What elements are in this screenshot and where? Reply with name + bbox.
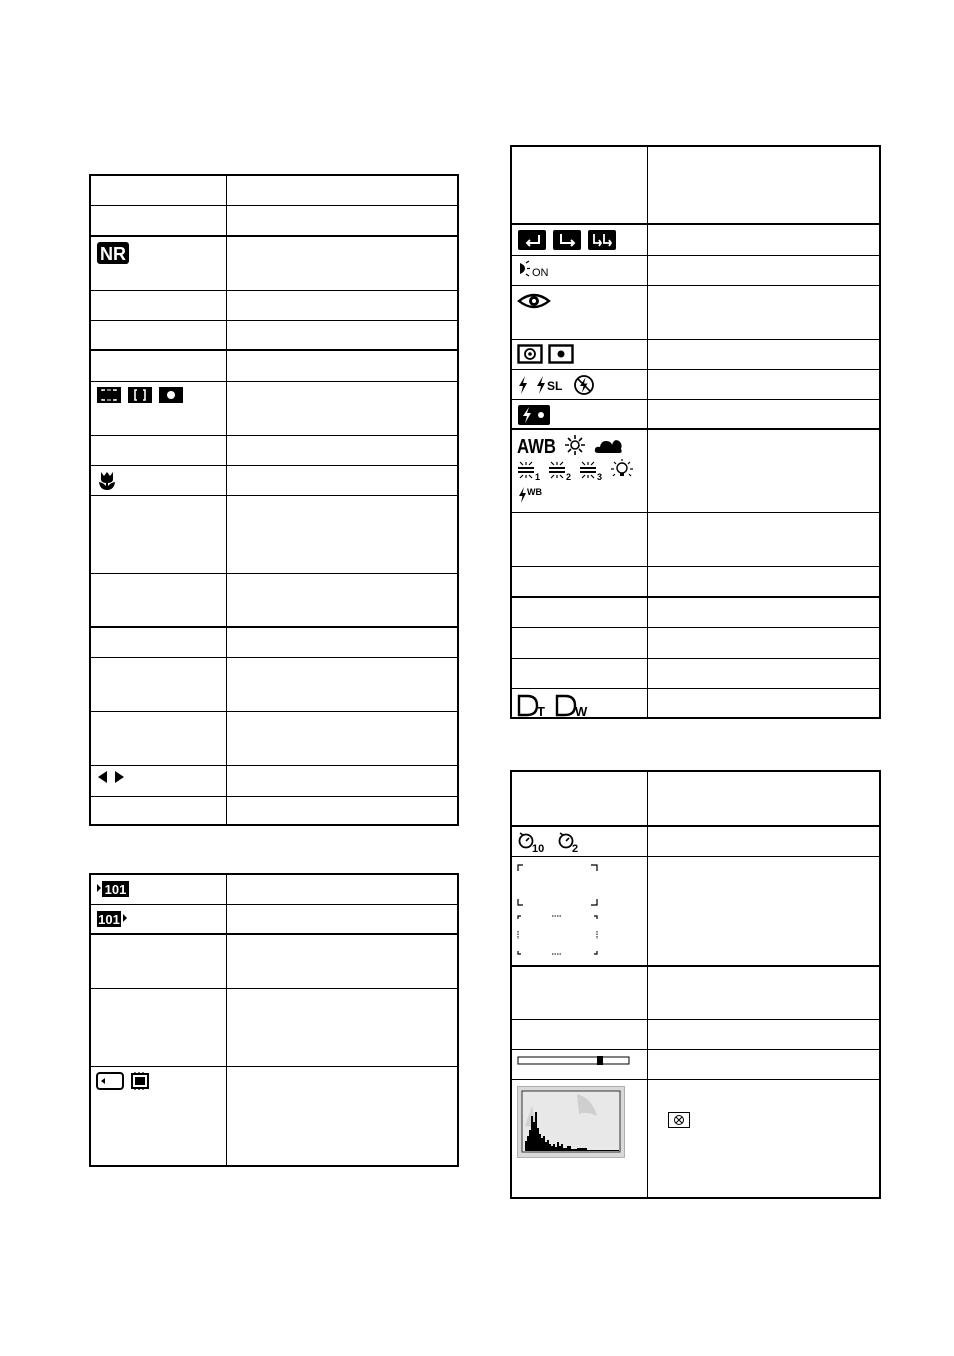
cell	[226, 495, 458, 573]
right-indicator-table-2	[510, 770, 881, 1199]
flash-wb-label: WB	[527, 487, 542, 497]
cell	[647, 146, 880, 224]
cell	[226, 573, 458, 627]
center-af-icon	[127, 386, 153, 404]
cell	[226, 350, 458, 381]
cell	[647, 597, 880, 627]
left-right-arrows-icon	[96, 770, 126, 784]
cell	[226, 236, 458, 290]
cell-arrows	[90, 765, 226, 796]
macro-tulip-icon	[96, 470, 118, 492]
cell	[511, 1020, 647, 1050]
slow-sync-label: SL	[547, 378, 563, 393]
cell	[90, 495, 226, 573]
fluorescent-2-icon	[548, 459, 574, 481]
cell	[90, 350, 226, 381]
slow-sync-flash-icon	[535, 375, 567, 395]
cell	[90, 988, 226, 1066]
cell	[226, 1066, 458, 1166]
memory-stick-icon	[96, 1071, 124, 1091]
multi-point-af-icon	[96, 386, 122, 404]
cell	[226, 904, 458, 934]
folder-prev-icon	[96, 879, 130, 899]
cell	[647, 1020, 880, 1050]
self-timer-10-icon	[517, 831, 551, 853]
fluorescent-3-icon	[579, 459, 605, 481]
fluorescent-1-label: 1	[535, 472, 541, 482]
cell	[226, 320, 458, 350]
center-weighted-metering-icon	[517, 344, 543, 364]
cell-flash-charge	[511, 399, 647, 429]
cell-exposure-bar	[511, 1050, 647, 1080]
cell	[647, 369, 880, 399]
incandescent-icon	[610, 458, 634, 482]
cell	[511, 512, 647, 566]
fluorescent-3-label: 3	[597, 472, 603, 482]
cell	[226, 934, 458, 988]
cell-metering	[511, 339, 647, 369]
cell	[90, 711, 226, 765]
cell	[226, 988, 458, 1066]
cell	[90, 320, 226, 350]
cell	[511, 627, 647, 658]
cell-noise-reduction	[90, 236, 226, 290]
red-eye-reduction-icon	[517, 290, 551, 312]
cell	[647, 966, 880, 1020]
awb-label: AWB	[517, 436, 556, 458]
cell-white-balance	[511, 429, 647, 512]
cell	[226, 627, 458, 657]
cell-media	[90, 1066, 226, 1166]
cell	[90, 205, 226, 236]
folder-next-icon	[96, 909, 130, 929]
self-timer-2-label: 2	[572, 843, 579, 855]
dro-w-label: W	[575, 703, 588, 719]
self-timer-10-label: 10	[532, 843, 545, 855]
cell	[226, 711, 458, 765]
cell	[647, 1050, 880, 1080]
exposure-scale-bar-icon	[517, 1054, 631, 1068]
self-timer-2-icon	[557, 831, 585, 853]
flash-white-balance-icon	[517, 484, 543, 504]
cell	[647, 771, 880, 826]
dro-t-label: T	[537, 703, 545, 719]
cancel-button-icon	[668, 1112, 690, 1128]
daylight-icon	[564, 434, 586, 456]
cell	[647, 285, 880, 339]
cell	[226, 874, 458, 904]
cell	[647, 658, 880, 688]
noise-reduction-icon	[96, 241, 130, 265]
cell	[647, 688, 880, 718]
cell-dro	[511, 688, 647, 718]
cell-af-illuminator	[511, 255, 647, 285]
cell	[90, 796, 226, 825]
multi-burst-icon	[587, 229, 617, 251]
cell	[511, 966, 647, 1020]
burst-mode-icon	[552, 229, 582, 251]
histogram-preview-icon	[517, 1086, 625, 1158]
cell	[647, 399, 880, 429]
left-indicator-table-2	[89, 873, 459, 1167]
flash-charging-icon	[517, 404, 551, 426]
cell-flash-mode	[511, 369, 647, 399]
spot-af-icon	[158, 386, 184, 404]
dro-telephoto-icon	[517, 693, 549, 717]
cell	[647, 826, 880, 856]
cell-histogram	[511, 1080, 647, 1198]
cell-recording-mode	[511, 224, 647, 255]
cell	[511, 146, 647, 224]
cell	[226, 465, 458, 495]
cell-macro	[90, 465, 226, 495]
cell	[90, 435, 226, 465]
cell	[511, 771, 647, 826]
cell-folder-prev	[90, 874, 226, 904]
cell	[226, 765, 458, 796]
cell	[647, 224, 880, 255]
cell	[647, 627, 880, 658]
cell	[226, 205, 458, 236]
cell	[90, 175, 226, 205]
normal-mode-icon	[517, 229, 547, 251]
cell	[226, 175, 458, 205]
right-indicator-table-1	[510, 145, 881, 719]
cell-red-eye	[511, 285, 647, 339]
cell	[511, 658, 647, 688]
af-illuminator-icon	[517, 260, 531, 280]
cloudy-icon	[593, 435, 623, 455]
cell-folder-next	[90, 904, 226, 934]
cell	[226, 381, 458, 435]
fluorescent-1-icon	[517, 459, 543, 481]
spot-metering-icon	[548, 344, 574, 364]
noise-reduction-label: NR	[100, 244, 126, 264]
cell	[90, 290, 226, 320]
cell	[511, 597, 647, 627]
cell	[647, 339, 880, 369]
af-range-finder-frame-icon	[517, 861, 597, 965]
auto-white-balance-icon	[517, 434, 557, 456]
internal-memory-icon	[129, 1071, 151, 1091]
cell	[90, 573, 226, 627]
cell	[647, 429, 880, 512]
cell-histogram-desc	[647, 1080, 880, 1198]
af-illuminator-label: ON	[532, 266, 549, 279]
fluorescent-2-label: 2	[566, 472, 572, 482]
cell	[647, 566, 880, 597]
dro-wide-icon	[555, 693, 591, 717]
left-indicator-table-1	[89, 174, 459, 826]
cell-af-frame	[511, 856, 647, 966]
cell	[226, 657, 458, 711]
cell	[90, 657, 226, 711]
cell	[226, 435, 458, 465]
cell	[90, 627, 226, 657]
cell	[647, 255, 880, 285]
flash-icon	[517, 375, 529, 395]
folder-number: 101	[104, 882, 127, 897]
cell	[226, 796, 458, 825]
cell	[226, 290, 458, 320]
folder-number: 101	[98, 911, 120, 927]
cell	[647, 856, 880, 966]
cell-self-timer	[511, 826, 647, 856]
flash-off-icon	[573, 374, 595, 396]
cell	[90, 934, 226, 988]
cell-af-range-finder	[90, 381, 226, 435]
cell	[511, 566, 647, 597]
cell	[647, 512, 880, 566]
